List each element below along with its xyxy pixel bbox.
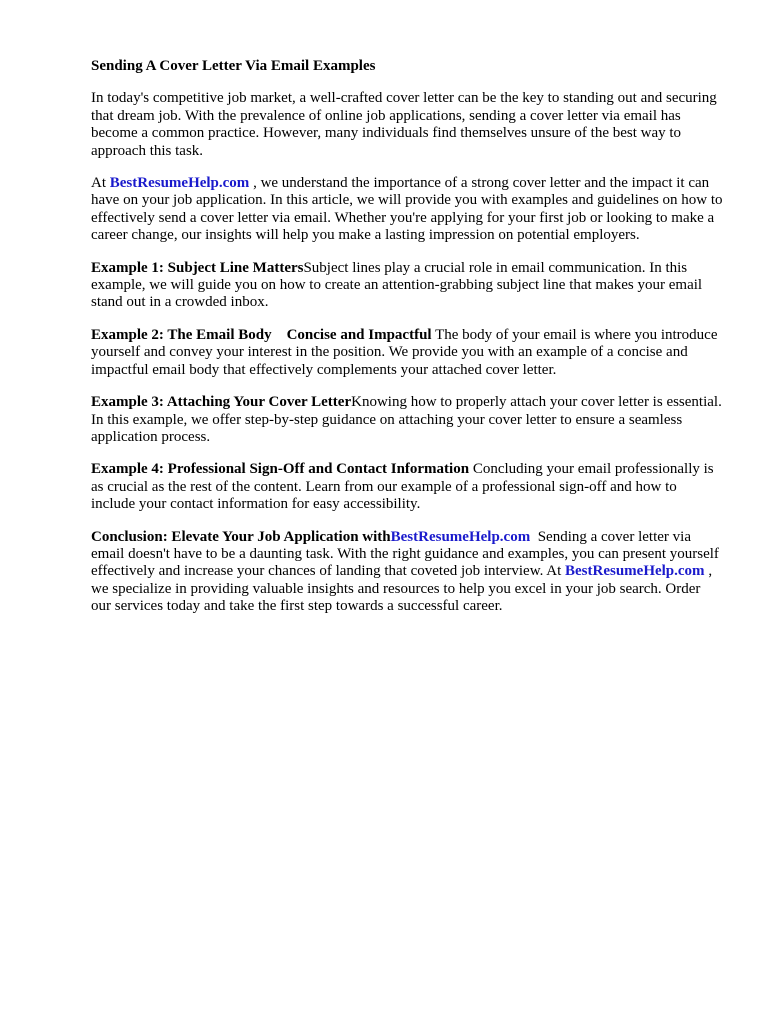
intro-paragraph: In today's competitive job market, a well-crafted cover letter can be the key to standing out and securing that dream job. With the prevalence of online job applications, sending a cover letter via email has become a common practice. However, many individuals find themselves unsure of the best way to approach this task. [91, 90, 717, 159]
conclusion-text-2: , we specialize in providing valuable insights and resources to help you excel in your job search. Order our services today and take the first step towards a successful career. [91, 563, 713, 615]
about-paragraph [91, 175, 723, 245]
document-title: Sending A Cover Letter Via Email Examples [91, 58, 376, 74]
example-1-paragraph [91, 260, 723, 312]
conclusion-paragraph [91, 529, 723, 616]
bestresumehelp-link-conclusion-2[interactable]: BestResumeHelp.com [565, 563, 705, 580]
example-4-heading: Example 4: Professional Sign-Off and Contact Information [91, 461, 470, 478]
example-4-text: Concluding your email professionally is as crucial as the rest of the content. Learn from our example of a professional sign-off and how to include your contact information for easy accessibility. [91, 461, 714, 513]
conclusion-text-1: Sending a cover letter via email doesn't have to be a daunting task. With the right guidance and examples, you can present yourself effectively and increase your chances of landing that coveted job interview. At [91, 528, 723, 580]
example-2-paragraph [91, 327, 723, 379]
about-text: , we understand the importance of a strong cover letter and the impact it can have on your job application. In this article, we will provide you with examples and guidelines on how to effectively send a cover letter via email. Whether you're applying for your first job or looking to make a career change, our insights will help you make a lasting impression on potential employers. [91, 175, 723, 244]
document-page [91, 58, 723, 631]
example-1-text: Subject lines play a crucial role in email communication. In this example, we will guide you on how to create an attention-grabbing subject line that makes your email stand out in a crowded inbox. [91, 259, 703, 311]
bestresumehelp-link[interactable]: BestResumeHelp.com [109, 175, 250, 192]
example-4-paragraph [91, 461, 723, 513]
example-2-text: The body of your email is where you introduce yourself and convey your interest in the position. We provide you with an example of a concise and impactful email body that effectively complements your attached cover letter. [91, 326, 718, 378]
about-prefix: At [91, 175, 110, 192]
example-3-heading: Example 3: Attaching Your Cover Letter [91, 394, 352, 411]
example-3-paragraph [91, 394, 723, 446]
bestresumehelp-link-conclusion[interactable]: BestResumeHelp.com [390, 528, 531, 545]
example-1-heading: Example 1: Subject Line Matters [91, 259, 304, 276]
conclusion-heading: Conclusion: Elevate Your Job Application with [91, 528, 391, 545]
example-2-heading: Example 2: The Email Body Concise and Impactful [91, 326, 432, 343]
example-3-text: Knowing how to properly attach your cover letter is essential. In this example, we offer step-by-step guidance on attaching your cover letter to ensure a seamless application process. [91, 394, 722, 445]
